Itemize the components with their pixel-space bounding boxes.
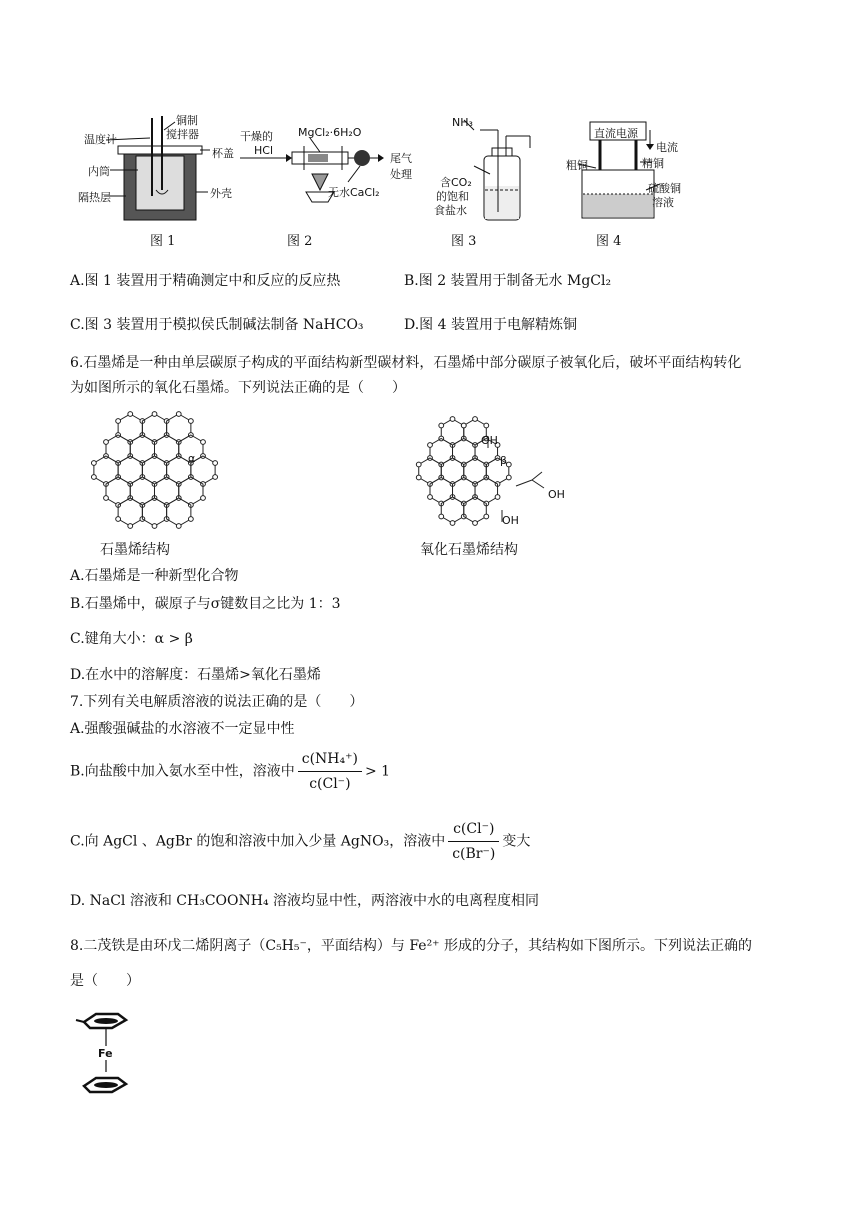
hexagon-ring [130,477,154,505]
carbon-atom [176,524,181,529]
carbon-atom [176,412,181,417]
carbon-atom [201,440,206,445]
carbon-atom [91,461,96,466]
hexagon-ring [167,414,191,442]
fig4-label-current: 电流 [656,141,678,154]
carbon-atom [91,475,96,480]
carbon-atom [213,475,218,480]
q7-option-c-fraction [448,818,499,865]
fig2-label-tail: 尾气 [390,152,412,165]
substituent-bond [516,480,532,486]
carbon-atom [128,412,133,417]
q7-option-c-denominator: c(Br⁻) [452,846,496,862]
q7-option-b-prefix: B.向盐酸中加入氨水至中性，溶液中 [70,763,295,780]
carbon-atom [495,495,500,500]
fig2-label-treat: 处理 [390,168,412,181]
fig1-label-thermometer: 温度计 [84,133,117,146]
hexagon-ring [142,498,166,526]
q6-option-c: C.键角大小：α > β [70,631,193,647]
carbon-atom [484,514,489,519]
carbon-atom [104,440,109,445]
hexagon-ring [430,478,453,504]
hexagon-ring [118,414,142,442]
fig2-label-cacl2: 无水CaCl₂ [328,186,380,199]
carbon-atom [484,423,489,428]
hexagon-ring [154,477,178,505]
carbon-atom [152,524,157,529]
q8-stem-line1: 8.二茂铁是由环戊二烯阴离子（C₅H₅⁻，平面结构）与 Fe²⁺ 形成的分子，其结构如下图所示。下列说法正确的 [70,938,753,954]
fig2-label-hcl: HCl [254,144,274,157]
q6-option-d: D.在水中的溶解度：石墨烯>氧化石墨烯 [70,667,321,683]
carbon-atom [201,496,206,501]
go-oh-carboxyl: OH [548,488,565,501]
hexagon-ring [167,498,191,526]
fig3-label-co2: 含CO₂ [440,176,472,189]
q7-option-a: A.强酸强碱盐的水溶液不一定显中性 [70,721,295,737]
carbon-atom [416,475,421,480]
fig1-label-inner: 内筒 [88,165,110,178]
fig4-label-cuso4: 硫酸铜 [648,182,681,195]
hexagon-ring [130,435,154,463]
graphene-structure [76,410,236,535]
q5-option-c: C.图 3 装置用于模拟侯氏制碱法制备 NaHCO₃ [70,317,364,333]
fig4-label-crude: 粗铜 [566,159,588,172]
q6-stem-line2: 为如图所示的氧化石墨烯。下列说法正确的是（ ） [70,380,406,396]
fig2-label-mgcl2: MgCl₂·6H₂O [298,126,362,139]
carbon-atom [188,419,193,424]
q5-option-b: B.图 2 装置用于制备无水 MgCl₂ [404,273,612,289]
q7-option-c-prefix: C.向 AgCl 、AgBr 的饱和溶液中加入少量 AgNO₃，溶液中 [70,833,446,850]
carbon-atom [428,443,433,448]
carbon-atom [450,521,455,526]
carbon-atom [506,475,511,480]
hexagon-ring [441,458,464,484]
fig1-label-copper: 铜制 [176,114,198,127]
q7-option-b-numerator: c(NH₄⁺) [298,748,362,772]
hexagon-ring [464,497,487,523]
fig2-label-dry: 干燥的 [240,130,273,143]
fig3-caption: 图 3 [451,234,477,249]
q7-option-c-numerator: c(Cl⁻) [448,818,499,842]
q5-option-a: A.图 1 装置用于精确测定中和反应的反应热 [70,273,341,289]
graphene-oxide-caption: 氧化石墨烯结构 [420,542,518,558]
carbon-atom [450,417,455,422]
go-oh-top: OH [481,434,498,447]
fig3-label-saturated: 的饱和 [436,190,469,203]
hexagon-ring [441,419,464,445]
fig4-caption: 图 4 [596,234,622,249]
hexagon-ring [118,498,142,526]
fig4-label-dc: 直流电源 [594,127,638,140]
hexagon-ring [453,478,476,504]
carbon-atom [116,419,121,424]
q7-option-b-suffix: > 1 [364,763,391,780]
ferrocene-fe-label: Fe [98,1047,113,1060]
hexagon-ring [106,477,130,505]
carbon-atom [461,423,466,428]
go-beta: β [500,454,508,467]
fig3-label-nh3: NH₃ [452,116,473,129]
hexagon-ring [441,497,464,523]
hexagon-ring [430,439,453,465]
q6-option-a: A.石墨烯是一种新型化合物 [70,568,239,584]
q6-stem-line1: 6.石墨烯是一种由单层碳原子构成的平面结构新型碳材料，石墨烯中部分碳原子被氧化后，破坏平面结构转化 [70,355,742,371]
q8-stem-line2: 是（ ） [70,973,140,989]
carbon-atom [428,495,433,500]
fig1-caption: 图 1 [150,234,176,249]
fig1-label-lid: 杯盖 [212,147,234,160]
q5-option-d: D.图 4 装置用于电解精炼铜 [404,317,577,333]
graphene-oxide-structure [408,414,588,532]
hexagon-ring [142,456,166,484]
carbon-atom [473,417,478,422]
hexagon-ring [94,456,118,484]
apparatus-figures [60,100,780,230]
go-oh-bottom: OH [502,514,519,527]
fig2-caption: 图 2 [287,234,313,249]
fig1-label-insulation: 隔热层 [78,191,111,204]
q7-option-c-suffix: 变大 [502,833,531,850]
q7-option-c [70,818,530,865]
hexagon-ring [118,456,142,484]
hexagon-ring [154,435,178,463]
carbon-atom [213,461,218,466]
hexagon-ring [179,477,203,505]
carbon-atom [104,496,109,501]
carbon-atom [439,423,444,428]
gas-bottle-figure [464,120,530,220]
carbon-atom [116,517,121,522]
carbon-atom [188,517,193,522]
q6-option-b: B.石墨烯中，碳原子与σ键数目之比为 1：3 [70,596,341,612]
hexagon-ring [142,414,166,442]
fig4-label-solution: 溶液 [652,196,674,209]
hexagon-ring [464,458,487,484]
fig4-label-pure: 精铜 [642,157,664,170]
substituent-bond [532,472,542,480]
q7-option-b-denominator: c(Cl⁻) [309,776,351,792]
fig1-label-shell: 外壳 [210,187,232,200]
fig3-label-brine: 食盐水 [434,204,467,217]
carbon-atom [439,514,444,519]
q7-option-b [70,748,390,795]
graphene-alpha: α [188,452,196,465]
q7-option-d: D. NaCl 溶液和 CH₃COONH₄ 溶液均显中性，两溶液中水的电离程度相同 [70,893,540,909]
hexagon-ring [106,435,130,463]
carbon-atom [506,462,511,467]
carbon-atom [152,412,157,417]
q7-stem: 7.下列有关电解质溶液的说法正确的是（ ） [70,694,364,710]
hexagon-ring [419,458,442,484]
substituent-bond [532,480,544,488]
q7-option-b-fraction [298,748,362,795]
carbon-atom [128,524,133,529]
graphene-caption: 石墨烯结构 [100,542,170,558]
carbon-atom [473,521,478,526]
hexagon-ring [475,478,498,504]
fig1-label-stirrer: 搅拌器 [166,128,199,141]
carbon-atom [416,462,421,467]
hexagon-ring [453,439,476,465]
